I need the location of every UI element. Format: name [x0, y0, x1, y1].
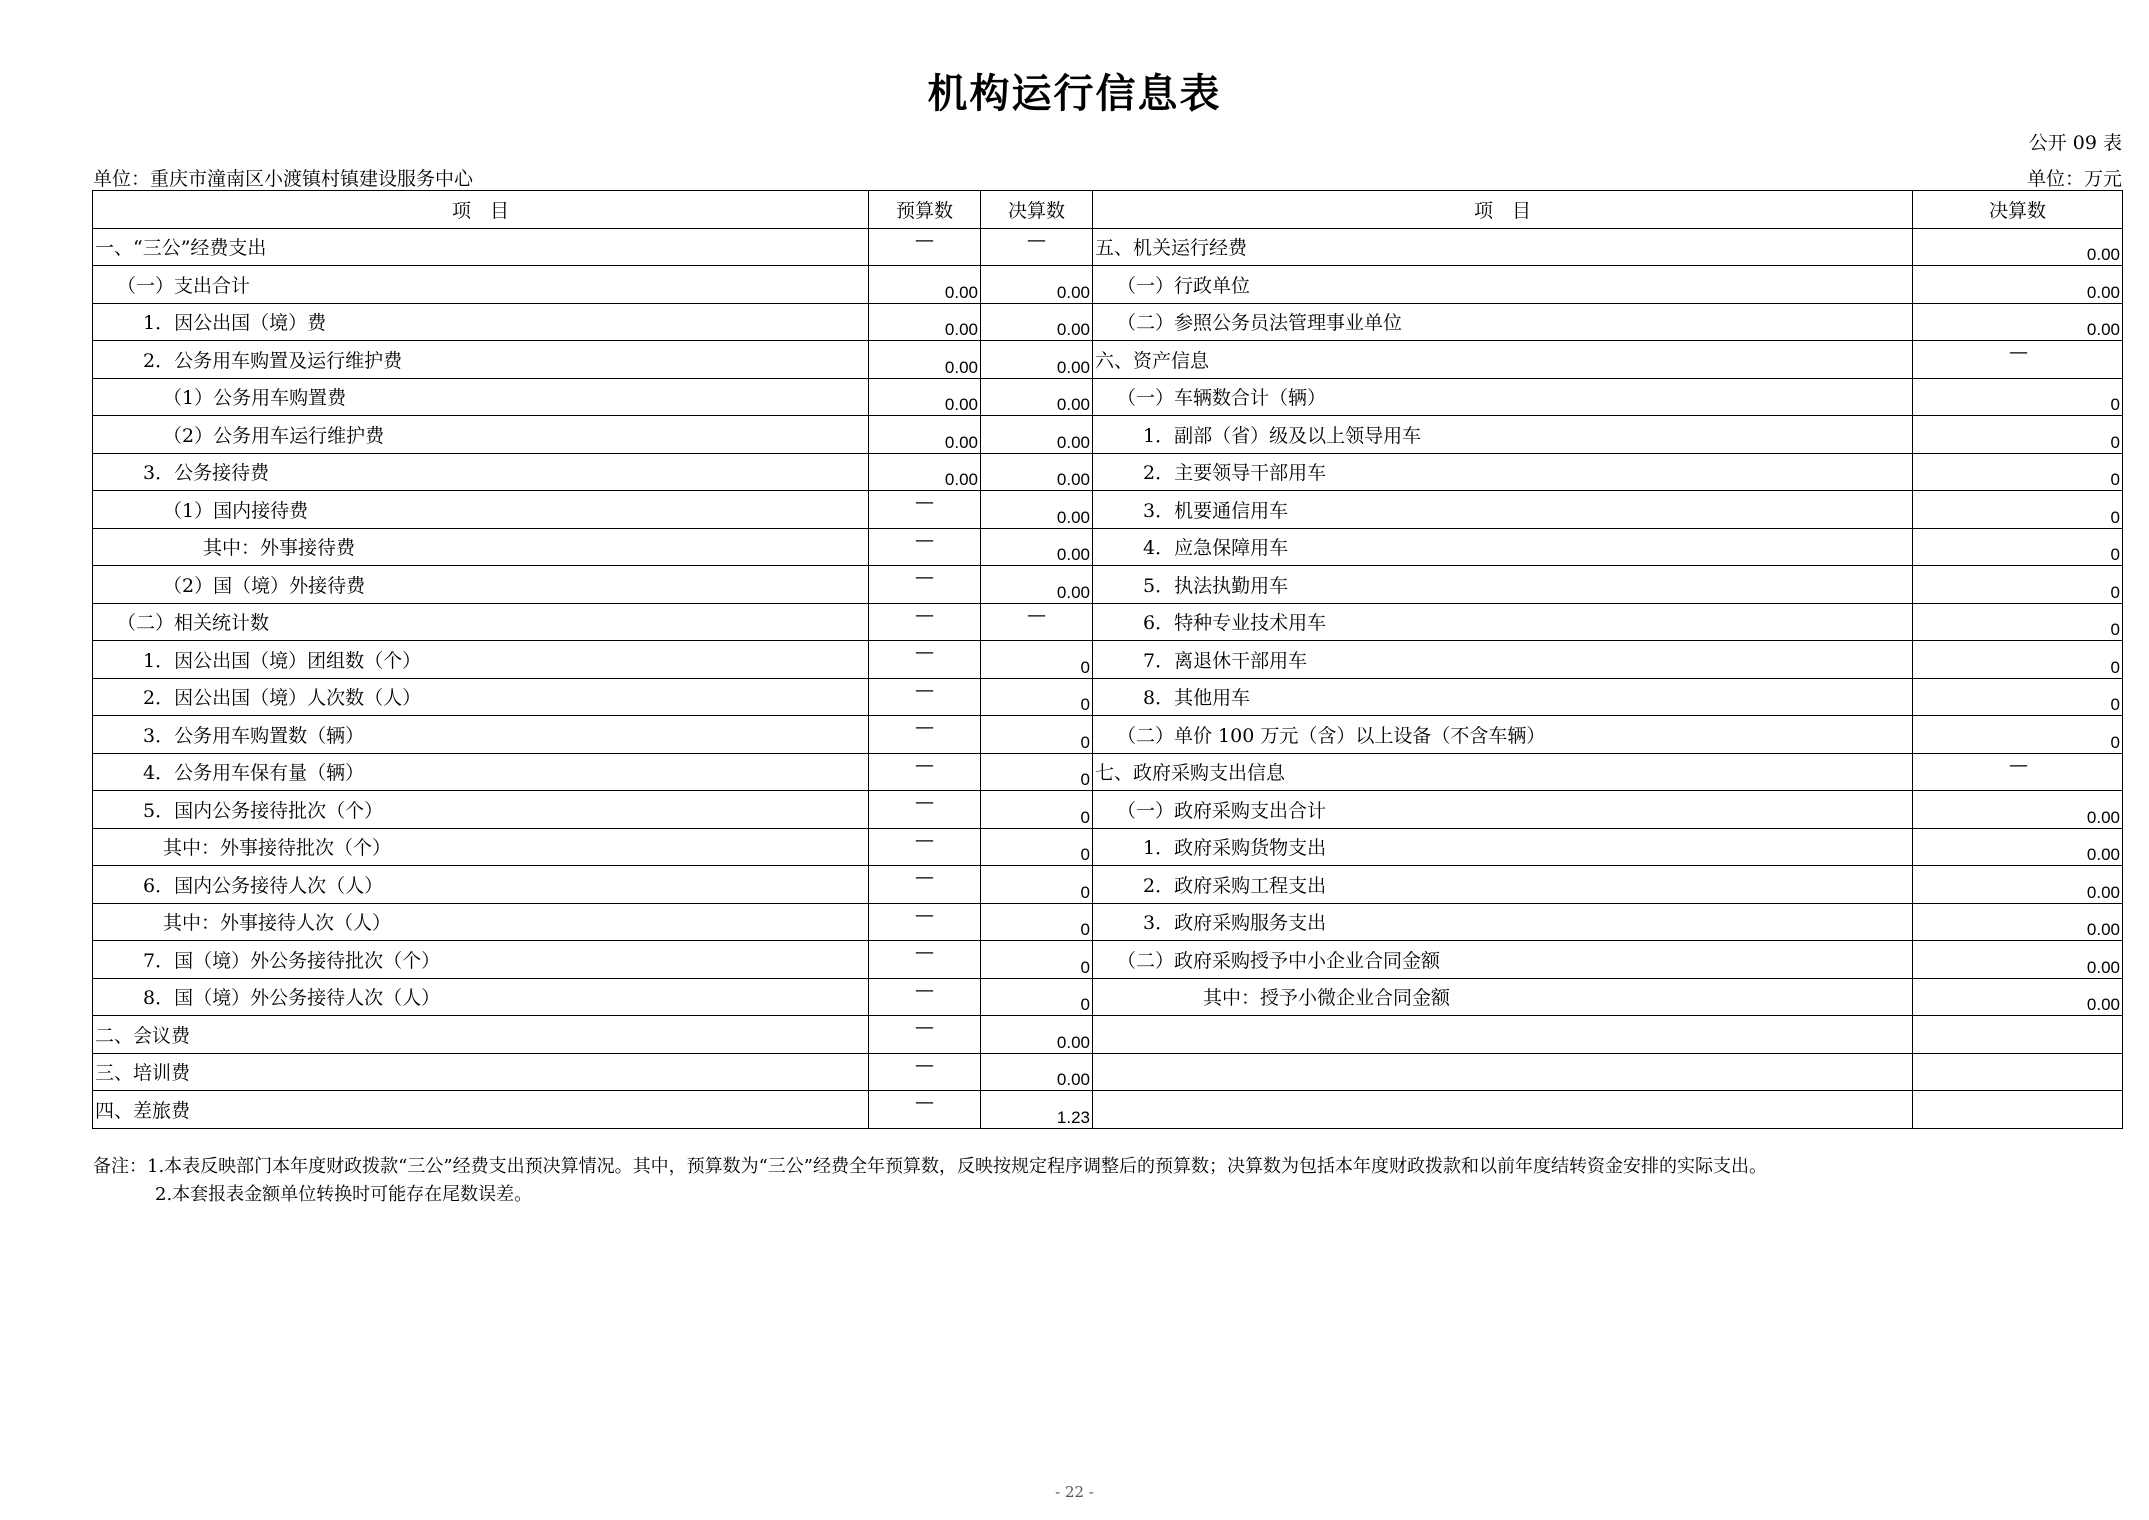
actual-value: 0 — [981, 753, 1093, 791]
header-item-left: 项 目 — [93, 191, 869, 229]
right-actual-value: 0.00 — [1913, 866, 2123, 904]
budget-value: — — [869, 641, 981, 679]
right-actual-value: 0.00 — [1913, 903, 2123, 941]
right-item-label: 五、机关运行经费 — [1093, 228, 1913, 266]
budget-value: — — [869, 566, 981, 604]
budget-value: — — [869, 1053, 981, 1091]
actual-value: 0.00 — [981, 1016, 1093, 1054]
budget-value: — — [869, 228, 981, 266]
table-row — [93, 378, 2123, 416]
table-row — [93, 903, 2123, 941]
budget-value: — — [869, 753, 981, 791]
budget-value: — — [869, 866, 981, 904]
budget-value: — — [869, 716, 981, 754]
right-item-label — [1093, 1016, 1913, 1054]
right-actual-value: 0 — [1913, 491, 2123, 529]
right-item-label: （二）单价 100 万元（含）以上设备（不含车辆） — [1093, 716, 1913, 754]
budget-value: — — [869, 903, 981, 941]
actual-value: 0.00 — [981, 491, 1093, 529]
left-item-label: 二、会议费 — [93, 1016, 869, 1054]
note-1: 备注：1.本表反映部门本年度财政拨款“三公”经费支出预决算情况。其中，预算数为“三公”经费全年预算数，反映按规定程序调整后的预算数；决算数为包括本年度财政拨款和以前年度结转资金安排的实际支出。 — [93, 1156, 1767, 1177]
page-title: 机构运行信息表 — [927, 71, 1222, 117]
right-actual-value: 0 — [1913, 528, 2123, 566]
table-row — [93, 416, 2123, 454]
table-row — [93, 978, 2123, 1016]
budget-value: 0.00 — [869, 378, 981, 416]
right-item-label: 1．副部（省）级及以上领导用车 — [1093, 416, 1913, 454]
actual-value: 0.00 — [981, 528, 1093, 566]
table-row — [93, 566, 2123, 604]
budget-value: 0.00 — [869, 266, 981, 304]
right-actual-value: 0 — [1913, 716, 2123, 754]
left-item-label: （2）国（境）外接待费 — [93, 566, 869, 604]
notes — [93, 1153, 1767, 1209]
table-row — [93, 753, 2123, 791]
table-row — [93, 453, 2123, 491]
table-row — [93, 228, 2123, 266]
left-item-label: （1）国内接待费 — [93, 491, 869, 529]
right-item-label: 3．机要通信用车 — [1093, 491, 1913, 529]
actual-value: 0.00 — [981, 1053, 1093, 1091]
actual-value: 1.23 — [981, 1091, 1093, 1129]
header-actual-right: 决算数 — [1913, 191, 2123, 229]
left-item-label: 4．公务用车保有量（辆） — [93, 753, 869, 791]
right-item-label: 8．其他用车 — [1093, 678, 1913, 716]
budget-value: — — [869, 791, 981, 829]
right-item-label: 六、资产信息 — [1093, 341, 1913, 379]
right-actual-value — [1913, 1053, 2123, 1091]
left-item-label: 其中：外事接待人次（人） — [93, 903, 869, 941]
right-actual-value: 0.00 — [1913, 828, 2123, 866]
left-item-label: 三、培训费 — [93, 1053, 869, 1091]
left-item-label: （一）支出合计 — [93, 266, 869, 304]
actual-value: 0 — [981, 791, 1093, 829]
budget-value: — — [869, 978, 981, 1016]
budget-value: 0.00 — [869, 341, 981, 379]
right-actual-value: 0.00 — [1913, 941, 2123, 979]
actual-value: 0.00 — [981, 416, 1093, 454]
unit-currency: 单位：万元 — [2026, 168, 2122, 190]
header-budget: 预算数 — [869, 191, 981, 229]
right-actual-value: 0 — [1913, 678, 2123, 716]
right-actual-value: 0 — [1913, 566, 2123, 604]
table-row — [93, 1053, 2123, 1091]
table-row — [93, 1016, 2123, 1054]
right-actual-value — [1913, 1016, 2123, 1054]
actual-value: 0.00 — [981, 378, 1093, 416]
budget-value: — — [869, 941, 981, 979]
left-item-label: 1．因公出国（境）团组数（个） — [93, 641, 869, 679]
table-row — [93, 303, 2123, 341]
actual-value: 0 — [981, 903, 1093, 941]
actual-value: — — [981, 228, 1093, 266]
budget-value: — — [869, 528, 981, 566]
table-row — [93, 678, 2123, 716]
table-header-row — [93, 191, 2123, 229]
actual-value: 0.00 — [981, 266, 1093, 304]
left-item-label: 7．国（境）外公务接待批次（个） — [93, 941, 869, 979]
right-item-label: 七、政府采购支出信息 — [1093, 753, 1913, 791]
left-item-label: 2．公务用车购置及运行维护费 — [93, 341, 869, 379]
right-actual-value: 0 — [1913, 603, 2123, 641]
budget-value: — — [869, 1016, 981, 1054]
right-actual-value: — — [1913, 753, 2123, 791]
left-item-label: 其中：外事接待费 — [93, 528, 869, 566]
left-item-label: 3．公务用车购置数（辆） — [93, 716, 869, 754]
page-number: - 22 - — [1055, 1483, 1094, 1501]
actual-value: 0 — [981, 866, 1093, 904]
right-actual-value: 0 — [1913, 453, 2123, 491]
actual-value: 0 — [981, 978, 1093, 1016]
left-item-label: （二）相关统计数 — [93, 603, 869, 641]
right-item-label: 2．主要领导干部用车 — [1093, 453, 1913, 491]
table-row — [93, 266, 2123, 304]
actual-value: 0.00 — [981, 453, 1093, 491]
right-item-label: 7．离退休干部用车 — [1093, 641, 1913, 679]
right-item-label: （二）政府采购授予中小企业合同金额 — [1093, 941, 1913, 979]
table-row — [93, 941, 2123, 979]
actual-value: 0 — [981, 941, 1093, 979]
right-item-label: （二）参照公务员法管理事业单位 — [1093, 303, 1913, 341]
right-actual-value — [1913, 1091, 2123, 1129]
left-item-label: 四、差旅费 — [93, 1091, 869, 1129]
table-row — [93, 528, 2123, 566]
left-item-label: 2．因公出国（境）人次数（人） — [93, 678, 869, 716]
actual-value: 0 — [981, 678, 1093, 716]
table-row — [93, 491, 2123, 529]
budget-value: — — [869, 1091, 981, 1129]
right-actual-value: — — [1913, 341, 2123, 379]
right-item-label — [1093, 1091, 1913, 1129]
left-item-label: （1）公务用车购置费 — [93, 378, 869, 416]
right-actual-value: 0 — [1913, 378, 2123, 416]
right-actual-value: 0.00 — [1913, 791, 2123, 829]
right-actual-value: 0.00 — [1913, 228, 2123, 266]
right-item-label: 5．执法执勤用车 — [1093, 566, 1913, 604]
table-row — [93, 1091, 2123, 1129]
actual-value: — — [981, 603, 1093, 641]
info-table — [92, 190, 2123, 1129]
budget-value: 0.00 — [869, 303, 981, 341]
right-actual-value: 0.00 — [1913, 266, 2123, 304]
left-item-label: 其中：外事接待批次（个） — [93, 828, 869, 866]
actual-value: 0.00 — [981, 566, 1093, 604]
budget-value: — — [869, 491, 981, 529]
table-row — [93, 791, 2123, 829]
left-item-label: 1．因公出国（境）费 — [93, 303, 869, 341]
left-item-label: 5．国内公务接待批次（个） — [93, 791, 869, 829]
actual-value: 0 — [981, 641, 1093, 679]
right-actual-value: 0 — [1913, 416, 2123, 454]
budget-value: — — [869, 678, 981, 716]
right-item-label: 6．特种专业技术用车 — [1093, 603, 1913, 641]
left-item-label: （2）公务用车运行维护费 — [93, 416, 869, 454]
header-item-right: 项 目 — [1093, 191, 1913, 229]
actual-value: 0 — [981, 716, 1093, 754]
right-item-label: 2．政府采购工程支出 — [1093, 866, 1913, 904]
table-row — [93, 603, 2123, 641]
budget-value: 0.00 — [869, 416, 981, 454]
table-row — [93, 716, 2123, 754]
right-item-label: 1．政府采购货物支出 — [1093, 828, 1913, 866]
table-row — [93, 341, 2123, 379]
table-row — [93, 641, 2123, 679]
left-item-label: 8．国（境）外公务接待人次（人） — [93, 978, 869, 1016]
actual-value: 0.00 — [981, 303, 1093, 341]
left-item-label: 一、“三公”经费支出 — [93, 228, 869, 266]
right-item-label: （一）政府采购支出合计 — [1093, 791, 1913, 829]
budget-value: 0.00 — [869, 453, 981, 491]
actual-value: 0 — [981, 828, 1093, 866]
form-number: 公开 09 表 — [2028, 132, 2122, 154]
right-actual-value: 0.00 — [1913, 303, 2123, 341]
header-actual-left: 决算数 — [981, 191, 1093, 229]
budget-value: — — [869, 828, 981, 866]
note-2: 2.本套报表金额单位转换时可能存在尾数误差。 — [155, 1184, 533, 1205]
right-item-label: （一）车辆数合计（辆） — [1093, 378, 1913, 416]
right-item-label: 其中：授予小微企业合同金额 — [1093, 978, 1913, 1016]
budget-value: — — [869, 603, 981, 641]
right-item-label: 3．政府采购服务支出 — [1093, 903, 1913, 941]
table-row — [93, 866, 2123, 904]
table-row — [93, 828, 2123, 866]
right-actual-value: 0.00 — [1913, 978, 2123, 1016]
right-actual-value: 0 — [1913, 641, 2123, 679]
left-item-label: 3．公务接待费 — [93, 453, 869, 491]
right-item-label — [1093, 1053, 1913, 1091]
right-item-label: 4．应急保障用车 — [1093, 528, 1913, 566]
left-item-label: 6．国内公务接待人次（人） — [93, 866, 869, 904]
unit-organization: 单位：重庆市潼南区小渡镇村镇建设服务中心 — [93, 168, 474, 190]
actual-value: 0.00 — [981, 341, 1093, 379]
right-item-label: （一）行政单位 — [1093, 266, 1913, 304]
